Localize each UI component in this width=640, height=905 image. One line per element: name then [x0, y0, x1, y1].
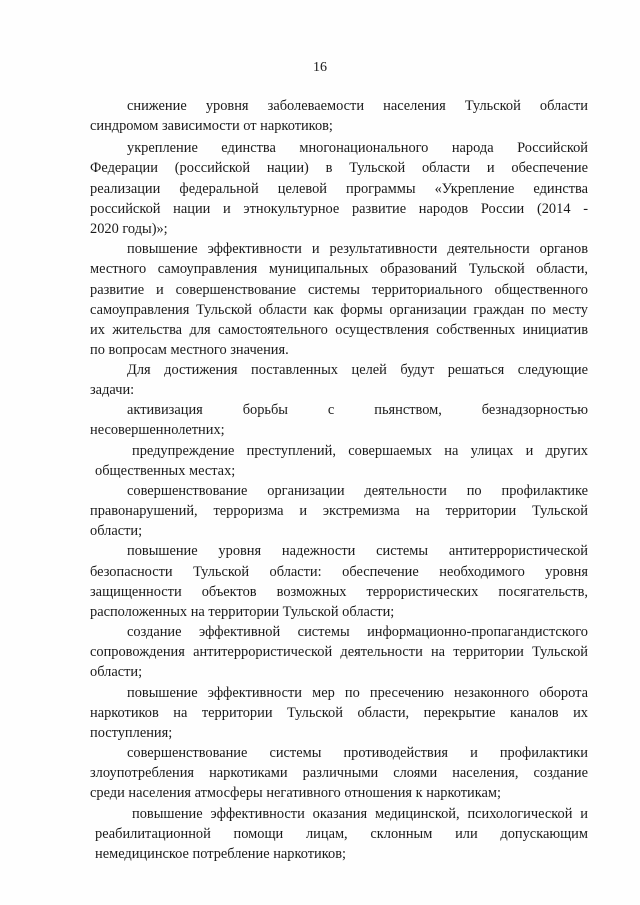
text-line: повышение уровня надежности системы антитеррористической — [127, 543, 588, 559]
text-line: их жительства для самостоятельного осуществления собственных инициатив — [90, 322, 588, 338]
text-line: общественных местах; — [95, 463, 236, 479]
text-line: немедицинское потребление наркотиков; — [95, 846, 346, 862]
text-line: предупреждение преступлений, совершаемых на улицах и других — [132, 443, 588, 459]
text-line: злоупотребления наркотиками различными слоями населения, создание — [90, 765, 588, 781]
text-line: поступления; — [90, 725, 173, 741]
text-line: безопасности Тульской области: обеспечение необходимого уровня — [90, 564, 588, 580]
text-line: повышение эффективности и результативности деятельности органов — [127, 241, 588, 257]
text-line: российской нации и этнокультурное развитие народов России (2014 - — [90, 201, 588, 217]
text-line: укрепление единства многонационального народа Российской — [127, 140, 588, 156]
text-line: Федерации (российской нации) в Тульской области и обеспечение — [90, 160, 588, 176]
text-line: 2020 годы)»; — [90, 221, 168, 237]
text-line: снижение уровня заболеваемости населения Тульской области — [127, 98, 588, 114]
text-line: совершенствование системы противодействия и профилактики — [127, 745, 588, 761]
text-line: области; — [90, 664, 143, 680]
text-line: совершенствование организации деятельности по профилактике — [127, 483, 588, 499]
text-line: задачи: — [90, 382, 135, 398]
text-line: области; — [90, 523, 143, 539]
page-number: 16 — [313, 60, 327, 75]
text-line: реабилитационной помощи лицам, склонным или допускающим — [95, 826, 588, 842]
text-line: повышение эффективности оказания медицинской, психологической и — [132, 806, 588, 822]
text-line: создание эффективной системы информационно-пропагандистского — [127, 624, 588, 640]
text-line: синдромом зависимости от наркотиков; — [90, 118, 333, 134]
text-line: местного самоуправления муниципальных образований Тульской области, — [90, 261, 588, 277]
text-line: по вопросам местного значения. — [90, 342, 289, 358]
text-line: среди населения атмосферы негативного отношения к наркотикам; — [90, 785, 502, 801]
text-line: защищенности объектов возможных террористических посягательств, — [90, 584, 588, 600]
text-line: повышение эффективности мер по пресечению незаконного оборота — [127, 685, 588, 701]
text-line: наркотиков на территории Тульской области, перекрытие каналов их — [90, 705, 588, 721]
text-line: Для достижения поставленных целей будут решаться следующие — [127, 362, 588, 378]
text-line: самоуправления Тульской области как формы организации граждан по месту — [90, 302, 588, 318]
text-line: правонарушений, терроризма и экстремизма на территории Тульской — [90, 503, 588, 519]
text-line: расположенных на территории Тульской области; — [90, 604, 395, 620]
text-line: несовершеннолетних; — [90, 422, 225, 438]
text-line: развитие и совершенствование системы территориального общественного — [90, 282, 588, 298]
text-line: сопровождения антитеррористической деятельности на территории Тульской — [90, 644, 588, 660]
text-line: реализации федеральной целевой программы «Укрепление единства — [90, 181, 588, 197]
text-line: активизация борьбы с пьянством, безнадзорностью — [127, 402, 588, 418]
